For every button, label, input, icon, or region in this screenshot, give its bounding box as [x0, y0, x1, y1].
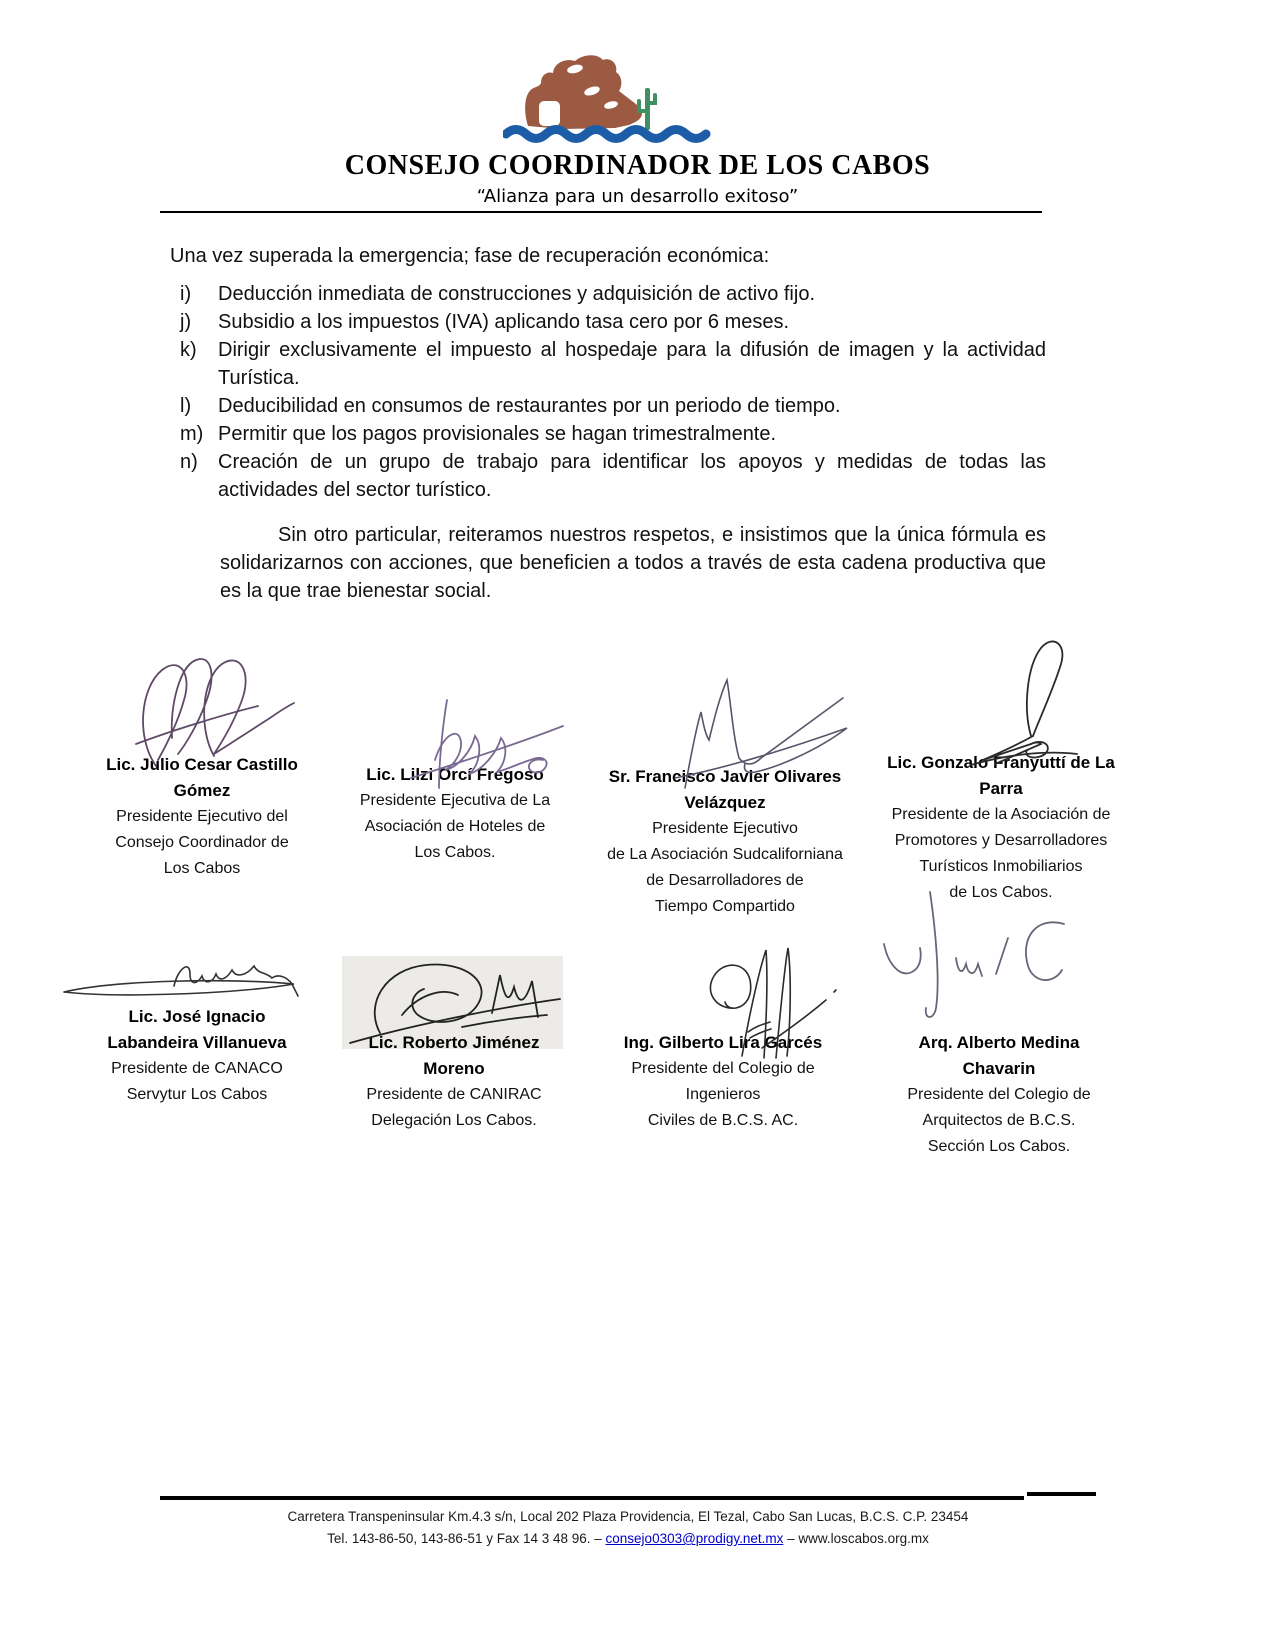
footer-email-link[interactable]: consejo0303@prodigy.net.mx — [605, 1531, 784, 1546]
signatory-title-line: Asociación de Hoteles de — [364, 818, 546, 835]
footer — [160, 1506, 1096, 1550]
measures-list — [180, 280, 1046, 504]
signatory-name-line: Sr. Francisco Javier Olivares — [608, 767, 842, 786]
signature-francisco-olivares — [655, 670, 853, 792]
signature-gonzalo-franyutti — [935, 638, 1085, 770]
cactus-icon — [637, 88, 657, 130]
list-marker: l) — [180, 395, 192, 417]
signature-julio-castillo — [128, 648, 298, 768]
signatory-name-line: Lic. Gonzalo Franyuttí de La — [887, 753, 1115, 772]
signatory-title-line: Presidente Ejecutivo — [652, 820, 798, 837]
list-item-l — [180, 392, 1046, 420]
signatory-name-line: Lic. Julio Cesar Castillo — [106, 755, 298, 774]
signatory-block — [83, 752, 321, 882]
list-item-m — [180, 420, 1046, 448]
list-marker: k) — [180, 339, 197, 361]
list-item-i — [180, 280, 1046, 308]
signatory-title-line: Turísticos Inmobiliarios — [919, 858, 1083, 875]
signature-jose-labandeira — [56, 948, 304, 1010]
list-text: Creación de un grupo de trabajo para identificar los apoyos y medidas de todas las actividades del sector turístico. — [218, 451, 1046, 501]
signatory-title-line: Presidente Ejecutivo del — [116, 808, 288, 825]
signatory-title-line: Sección Los Cabos. — [927, 1138, 1071, 1155]
signatory-block — [866, 1030, 1132, 1160]
signatory-block — [860, 750, 1142, 906]
signature-roberto-jimenez — [342, 955, 567, 1050]
footer-contact — [160, 1528, 1096, 1550]
header-divider — [160, 211, 1042, 213]
signatory-name-line: Labandeira Villanueva — [107, 1033, 287, 1052]
signatory-title-line: Arquitectos de B.C.S. — [922, 1112, 1076, 1129]
signatory-name-line: Moreno — [423, 1059, 485, 1078]
list-text: Permitir que los pagos provisionales se hagan trimestralmente. — [218, 423, 777, 445]
list-marker: j) — [180, 311, 192, 333]
list-text: Dirigir exclusivamente el impuesto al hospedaje para la difusión de imagen y la actividad Turística. — [218, 339, 1046, 389]
signature-lilzi-orci — [405, 688, 570, 793]
signatory-title-line: de Los Cabos. — [949, 884, 1053, 901]
signatory-title-line: Los Cabos. — [414, 844, 496, 861]
closing-paragraph: Sin otro particular, reiteramos nuestros respetos, e insistimos que la única fórmula es solidarizarnos con acciones, que beneficien a todos a través de esta cadena productiva que es la que trae bienestar social. — [220, 524, 1046, 602]
list-text: Deducibilidad en consumos de restaurantes por un periodo de tiempo. — [218, 395, 841, 417]
signatory-name-line: Velázquez — [684, 793, 766, 812]
signatory-title-line: Presidente Ejecutiva de La — [359, 792, 551, 809]
signatory-name-line: Arq. Alberto Medina — [918, 1033, 1080, 1052]
signatory-block — [68, 1004, 326, 1108]
intro-paragraph: Una vez superada la emergencia; fase de recuperación económica: — [170, 245, 770, 267]
signatory-title-line: Presidente de CANIRAC — [366, 1086, 542, 1103]
los-cabos-arch-logo — [503, 52, 718, 147]
footer-divider — [160, 1496, 1024, 1500]
signatory-name-line: Chavarin — [962, 1059, 1036, 1078]
organization-motto: “Alianza para un desarrollo exitoso” — [476, 186, 799, 207]
signature-alberto-medina — [878, 886, 1076, 1028]
signatory-title-line: Consejo Coordinador de — [115, 834, 289, 851]
signatory-title-line: de Desarrolladores de — [646, 872, 804, 889]
signatory-title-line: Civiles de B.C.S. AC. — [647, 1112, 799, 1129]
footer-divider-segment — [1027, 1492, 1096, 1496]
signatory-name-line: Parra — [979, 779, 1023, 798]
signatory-title-line: Presidente de CANACO — [111, 1060, 283, 1077]
list-text: Subsidio a los impuestos (IVA) aplicando tasa cero por 6 meses. — [218, 311, 790, 333]
water-wave — [506, 130, 706, 139]
footer-tel: Tel. 143-86-50, 143-86-51 y Fax 14 3 48 96. – — [327, 1531, 606, 1546]
signatory-name-line: Gómez — [173, 781, 231, 800]
list-marker: i) — [180, 283, 192, 305]
list-text: Deducción inmediata de construcciones y adquisición de activo fijo. — [218, 283, 816, 305]
signatory-title-line: Servytur Los Cabos — [126, 1086, 268, 1103]
organization-title: CONSEJO COORDINADOR DE LOS CABOS — [344, 150, 931, 181]
list-marker: m) — [180, 423, 204, 445]
footer-address: Carretera Transpeninsular Km.4.3 s/n, Local 202 Plaza Providencia, El Tezal, Cabo San Lucas, B.C.S. C.P. 23454 — [287, 1509, 969, 1524]
signatory-title-line: Presidente de la Asociación de — [891, 806, 1111, 823]
list-marker: n) — [180, 451, 198, 473]
signatory-title-line: Tiempo Compartido — [655, 898, 795, 915]
signatory-title-line: Promotores y Desarrolladores — [894, 832, 1108, 849]
signatory-title-line: Los Cabos — [163, 860, 241, 877]
signatory-title-line: Presidente del Colegio de — [907, 1086, 1091, 1103]
signatory-name-line: Lic. Lilzi Orcí Fregoso — [366, 765, 544, 784]
signature-gilberto-lira — [692, 938, 842, 1060]
signatory-title-line: de La Asociación Sudcaliforniana — [607, 846, 843, 863]
signatory-title-line: Delegación Los Cabos. — [371, 1112, 537, 1129]
signatory-name-line: Lic. José Ignacio — [128, 1007, 266, 1026]
footer-web: – www.loscabos.org.mx — [783, 1531, 929, 1546]
list-item-k — [180, 336, 1046, 392]
list-item-j — [180, 308, 1046, 336]
list-item-n — [180, 448, 1046, 504]
signatory-name-line: Lic. Roberto Jiménez — [368, 1033, 540, 1052]
signatory-name-line: Ing. Gilberto Lira Garcés — [623, 1033, 823, 1052]
signatory-title-line: Presidente del Colegio de — [631, 1060, 815, 1077]
signatory-title-line: Ingenieros — [685, 1086, 761, 1103]
